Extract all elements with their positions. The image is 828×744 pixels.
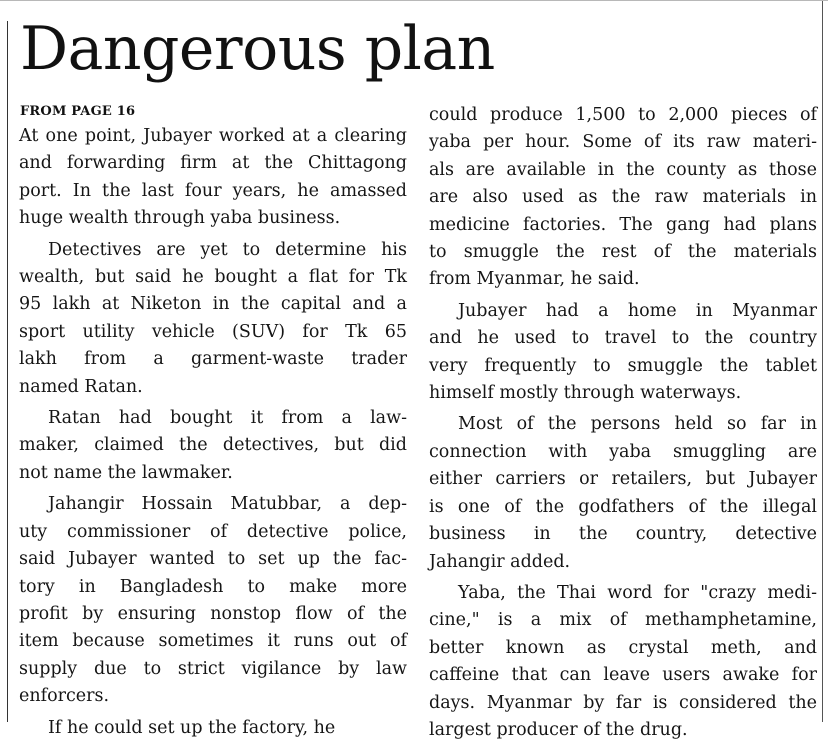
text-line: and he used to travel to the country — [429, 328, 817, 349]
text-line: lakh from a garment-waste trader — [19, 349, 407, 370]
text-line: and forwarding firm at the Chittagong — [19, 153, 407, 174]
text-line: either carriers or retailers, but Jubayer — [429, 469, 817, 490]
text-line: supply due to strict vigilance by law — [19, 658, 407, 679]
text-line: wealth, but said he bought a flat for Tk — [19, 267, 407, 288]
text-line: not name the lawmaker. — [19, 462, 233, 483]
text-line: sport utility vehicle (SUV) for Tk 65 — [19, 321, 407, 342]
right-column-paragraph — [429, 102, 817, 294]
text-line: Ratan had bought it from a law- — [48, 408, 407, 429]
text-line: to smuggle the rest of the materials — [429, 242, 817, 263]
left-column-paragraph — [19, 405, 407, 487]
right-column — [429, 102, 817, 744]
headline: Dangerous plan — [20, 14, 495, 84]
text-line: port. In the last four years, he amassed — [19, 180, 407, 201]
text-line: als are available in the county as those — [429, 159, 817, 180]
text-line: yaba per hour. Some of its raw materi- — [429, 132, 817, 153]
text-line: item because sometimes it runs out of — [19, 631, 407, 652]
text-line: maker, claimed the detectives, but did — [19, 435, 407, 456]
left-column — [19, 123, 407, 742]
column-rule-right — [822, 1, 823, 722]
text-line: days. Myanmar by far is considered the — [429, 692, 817, 713]
text-line: uty commissioner of detective police, — [19, 521, 407, 542]
right-column-paragraph — [429, 411, 817, 575]
right-column-paragraph — [429, 298, 817, 408]
text-line: enforcers. — [19, 686, 110, 707]
text-line: largest producer of the drug. — [429, 719, 688, 740]
left-column-paragraph — [19, 491, 407, 710]
text-line: tory in Bangladesh to make more — [19, 576, 407, 597]
text-line: Most of the persons held so far in — [458, 414, 817, 435]
text-line: cine," is a mix of methamphetamine, — [429, 610, 817, 631]
text-line: are also used as the raw materials in — [429, 187, 817, 208]
text-line: At one point, Jubayer worked at a clearing — [19, 126, 407, 146]
text-line: If he could set up the factory, he — [48, 717, 336, 738]
text-line: Detectives are yet to determine his — [48, 239, 407, 260]
text-line: very frequently to smuggle the tablet — [429, 355, 817, 376]
text-line: Yaba, the Thai word for "crazy medi- — [458, 582, 817, 603]
left-column-paragraph — [19, 123, 407, 233]
text-line: 95 lakh at Niketon in the capital and a — [19, 294, 407, 315]
text-line: said Jubayer wanted to set up the fac- — [19, 549, 407, 570]
text-line: business in the country, detective — [429, 524, 817, 545]
text-line: Jubayer had a home in Myanmar — [458, 300, 817, 321]
text-line: from Myanmar, he said. — [429, 269, 640, 290]
text-line: is one of the godfathers of the illegal — [429, 496, 817, 517]
text-line: better known as crystal meth, and — [429, 637, 817, 658]
text-line: named Ratan. — [19, 376, 143, 397]
column-rule-left — [7, 21, 8, 722]
left-column-paragraph — [19, 715, 407, 742]
continuation-kicker: FROM PAGE 16 — [20, 104, 136, 119]
text-line: Jahangir added. — [429, 551, 571, 572]
left-column-paragraph — [19, 237, 407, 401]
text-line: medicine factories. The gang had plans — [429, 214, 817, 235]
right-column-paragraph — [429, 580, 817, 744]
text-line: himself mostly through waterways. — [429, 383, 742, 404]
text-line: connection with yaba smuggling are — [429, 441, 817, 462]
text-line: could produce 1,500 to 2,000 pieces of — [429, 105, 817, 125]
text-line: caffeine that can leave users awake for — [429, 665, 817, 686]
text-line: profit by ensuring nonstop flow of the — [19, 603, 407, 624]
text-line: huge wealth through yaba business. — [19, 208, 341, 229]
text-line: Jahangir Hossain Matubbar, a dep- — [48, 494, 407, 515]
